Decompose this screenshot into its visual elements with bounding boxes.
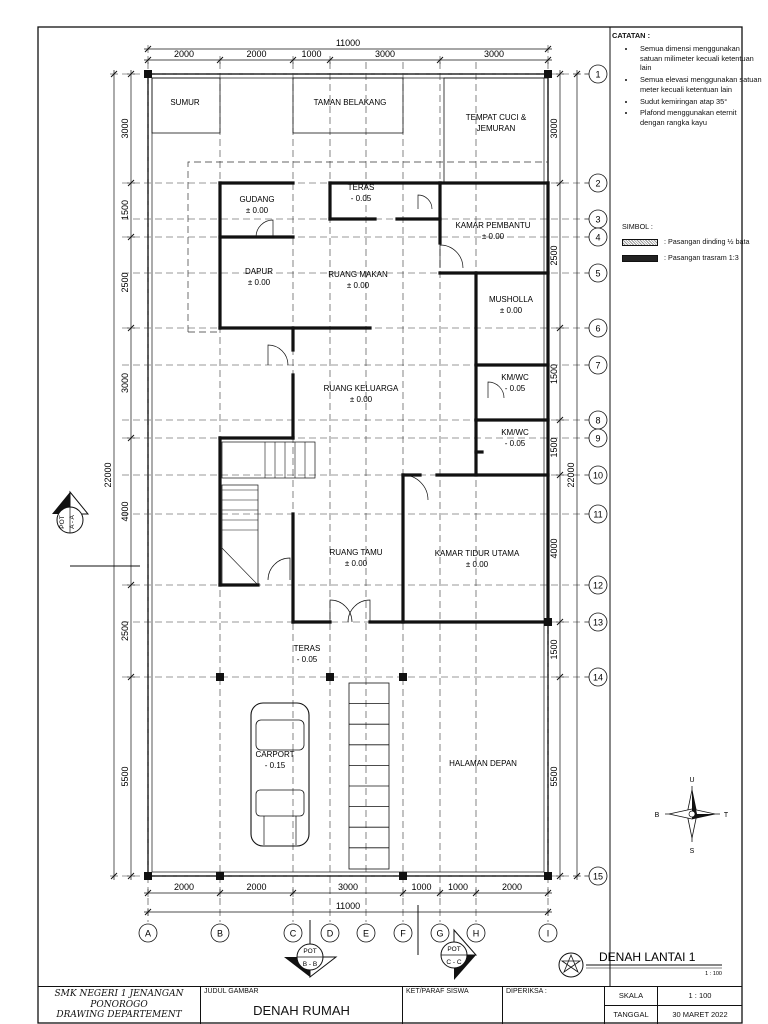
note-item: • Semua elevasi menggunakan satuan meter kecuali ketentuan lain bbox=[636, 75, 762, 95]
column bbox=[144, 70, 152, 78]
school-city: PONOROGO bbox=[90, 999, 148, 1010]
dim-text: 3000 bbox=[120, 118, 130, 139]
room-name: GUDANG bbox=[239, 195, 275, 204]
compass-east: T bbox=[723, 812, 729, 819]
stair-outline bbox=[222, 442, 315, 478]
door-swing-icon bbox=[440, 245, 463, 268]
door-swing-icon bbox=[268, 558, 290, 580]
compass-south: S bbox=[689, 848, 695, 855]
column bbox=[544, 70, 552, 78]
trasram-wall-swatch bbox=[622, 255, 658, 262]
row-marker-label: 6 bbox=[595, 323, 601, 334]
dim-text: 2500 bbox=[120, 272, 130, 293]
section-c-bottom: C - C bbox=[446, 959, 462, 966]
skala-label: SKALA bbox=[618, 991, 644, 1000]
half-brick-wall-swatch bbox=[622, 239, 658, 246]
dim-text: 1000 bbox=[447, 882, 469, 892]
room-name: SUMUR bbox=[170, 98, 200, 107]
dim-text: 5500 bbox=[549, 766, 559, 787]
parking-strip bbox=[349, 683, 389, 869]
stair-break bbox=[222, 548, 258, 585]
plan-title: DENAH LANTAI 1 bbox=[599, 950, 696, 964]
drawing-title: DENAH RUMAH bbox=[253, 1003, 350, 1018]
room-name: MUSHOLLA bbox=[488, 295, 534, 304]
dim-left-total: 22000 bbox=[103, 462, 113, 488]
room-name-line2: JEMURAN bbox=[476, 124, 516, 133]
door-swing-icon bbox=[256, 220, 273, 237]
notes-title: CATATAN : bbox=[612, 31, 651, 40]
room-level: - 0.05 bbox=[350, 194, 372, 203]
car-outline-icon bbox=[251, 703, 309, 846]
column bbox=[399, 673, 407, 681]
room-name: TERAS bbox=[293, 644, 321, 653]
dim-top-total: 11000 bbox=[335, 38, 361, 48]
row-marker-label: 12 bbox=[592, 580, 604, 591]
dim-text: 1500 bbox=[120, 199, 130, 221]
grid-row-markers bbox=[585, 65, 607, 885]
row-marker-label: 3 bbox=[595, 214, 601, 225]
room-level: - 0.05 bbox=[504, 384, 526, 393]
col-marker-label: C bbox=[289, 928, 297, 939]
room-level: ± 0.00 bbox=[499, 306, 523, 315]
room-name: TERAS bbox=[347, 183, 375, 192]
door-swing-icon bbox=[268, 345, 288, 365]
dim-text: 1000 bbox=[411, 882, 432, 892]
dim-text: 5500 bbox=[120, 766, 130, 787]
dim-text: 2500 bbox=[120, 620, 130, 642]
section-marker-c bbox=[418, 905, 476, 980]
dim-text: 3000 bbox=[549, 118, 559, 139]
grid-col-markers bbox=[139, 924, 557, 942]
note-item: • Semua dimensi menggunakan satuan milimeter kecuali ketentuan lain bbox=[636, 44, 762, 73]
room-level: ± 0.00 bbox=[245, 206, 269, 215]
note-item: • Sudut kemiringan atap 35° bbox=[636, 97, 762, 107]
room-name: KAMAR TIDUR UTAMA bbox=[434, 549, 520, 558]
school-cell bbox=[38, 986, 200, 1024]
dim-text: 2000 bbox=[501, 882, 523, 892]
column bbox=[544, 618, 552, 626]
tanggal-label: TANGGAL bbox=[613, 1010, 649, 1019]
school-department: DRAWING DEPARTEMENT bbox=[56, 1010, 182, 1021]
column bbox=[399, 872, 407, 880]
car-window-icon bbox=[256, 790, 304, 816]
section-b-bottom: B - B bbox=[302, 961, 318, 968]
room-level: ± 0.00 bbox=[247, 278, 271, 287]
room-name: KAMAR PEMBANTU bbox=[455, 221, 531, 230]
row-marker-label: 2 bbox=[595, 178, 601, 189]
room-level: ± 0.00 bbox=[346, 281, 370, 290]
symbol-desc: : Pasangan dinding ½ bata bbox=[664, 237, 750, 246]
section-c-top: POT bbox=[447, 946, 461, 953]
skala-value: 1 : 100 bbox=[688, 991, 712, 1000]
col-marker-label: I bbox=[546, 928, 550, 939]
row-marker-label: 8 bbox=[595, 415, 601, 426]
double-door-icon bbox=[330, 600, 370, 622]
room-name: TEMPAT CUCI & bbox=[465, 113, 527, 122]
column bbox=[326, 673, 334, 681]
dim-text: 2000 bbox=[246, 882, 267, 892]
diperiksa-cell bbox=[502, 986, 604, 1024]
car-window-icon bbox=[256, 720, 304, 750]
symbol-row bbox=[622, 253, 762, 263]
compass-west: B bbox=[654, 812, 660, 819]
dim-text: 2000 bbox=[173, 49, 195, 59]
dim-text: 4000 bbox=[120, 501, 130, 522]
diperiksa-label: DIPERIKSA : bbox=[506, 988, 547, 995]
note-item: • Plafond menggunakan eternit dengan rangka kayu bbox=[636, 108, 762, 128]
row-marker-label: 11 bbox=[593, 509, 603, 520]
notes-list bbox=[612, 44, 762, 128]
dim-text: 1500 bbox=[549, 363, 559, 385]
room-name: KM/WC bbox=[501, 373, 529, 382]
col-marker-label: F bbox=[400, 928, 406, 939]
dim-text: 3000 bbox=[120, 372, 130, 394]
school-name: SMK NEGERI 1 JENANGAN bbox=[54, 989, 184, 999]
judul-cell bbox=[200, 986, 402, 1024]
plan-scale: 1 : 100 bbox=[705, 971, 722, 977]
room-labels bbox=[170, 98, 533, 770]
col-marker-label: B bbox=[216, 928, 224, 939]
row-marker-label: 15 bbox=[592, 871, 604, 882]
tanggal-value: 30 MARET 2022 bbox=[672, 1010, 728, 1019]
section-a-top: POT bbox=[59, 515, 66, 529]
row-marker-label: 10 bbox=[592, 470, 604, 481]
dim-text: 2500 bbox=[549, 245, 559, 266]
symbols-title: SIMBOL : bbox=[622, 222, 653, 231]
room-level: ± 0.00 bbox=[481, 232, 505, 241]
dim-bottom-total: 11000 bbox=[335, 901, 361, 911]
room-level: ± 0.00 bbox=[344, 559, 368, 568]
col-marker-label: D bbox=[326, 928, 334, 939]
scale-date-cell bbox=[604, 986, 742, 1024]
column bbox=[216, 872, 224, 880]
room-name: CARPORT bbox=[255, 750, 295, 759]
dim-text: 3000 bbox=[483, 49, 505, 59]
dim-text: 1500 bbox=[549, 437, 559, 458]
notes-panel bbox=[612, 31, 762, 130]
section-a-bottom: A - A bbox=[69, 515, 76, 529]
room-name: DAPUR bbox=[244, 267, 274, 276]
col-marker-label: E bbox=[362, 928, 370, 939]
room-name: RUANG MAKAN bbox=[328, 270, 388, 279]
symbol-row bbox=[622, 237, 762, 247]
row-marker-label: 14 bbox=[592, 672, 604, 683]
dim-text: 3000 bbox=[337, 882, 359, 892]
room-name: RUANG TAMU bbox=[329, 548, 383, 557]
dim-text: 3000 bbox=[374, 49, 396, 59]
room-name: HALAMAN DEPAN bbox=[449, 759, 517, 768]
judul-label: JUDUL GAMBAR bbox=[204, 988, 259, 995]
room-name: KM/WC bbox=[501, 428, 529, 437]
sheet-border bbox=[38, 27, 742, 1023]
dim-text: 1000 bbox=[301, 49, 322, 59]
compass-north: U bbox=[689, 777, 695, 784]
room-level: - 0.05 bbox=[504, 439, 526, 448]
row-marker-label: 4 bbox=[595, 232, 601, 243]
ket-cell bbox=[402, 986, 502, 1024]
section-b-top: POT bbox=[303, 948, 317, 955]
room-name: RUANG KELUARGA bbox=[323, 384, 399, 393]
room-level: ± 0.00 bbox=[349, 395, 373, 404]
row-marker-label: 1 bbox=[595, 69, 601, 80]
title-block bbox=[38, 986, 742, 1024]
door-swing-icon bbox=[403, 475, 428, 500]
door-swing-icon bbox=[418, 195, 432, 209]
room-level: - 0.15 bbox=[264, 761, 286, 770]
door-swing-icon bbox=[488, 382, 504, 398]
dim-text: 4000 bbox=[549, 538, 559, 559]
column bbox=[144, 872, 152, 880]
row-marker-label: 13 bbox=[592, 617, 604, 628]
row-marker-label: 9 bbox=[595, 433, 601, 444]
dim-right-total: 22000 bbox=[566, 462, 576, 488]
col-marker-label: G bbox=[436, 928, 444, 939]
dimension-lines bbox=[103, 38, 581, 916]
room-level: - 0.05 bbox=[296, 655, 318, 664]
row-marker-label: 7 bbox=[595, 360, 601, 371]
room-name: TAMAN BELAKANG bbox=[313, 98, 387, 107]
ket-label: KET/PARAF SISWA bbox=[406, 988, 469, 995]
column bbox=[216, 673, 224, 681]
symbols-legend bbox=[622, 222, 762, 268]
compass-icon bbox=[655, 777, 729, 855]
col-marker-label: H bbox=[472, 928, 480, 939]
plan-title-block bbox=[559, 950, 722, 977]
dim-text: 2000 bbox=[173, 882, 195, 892]
col-marker-label: A bbox=[144, 928, 152, 939]
dim-text: 2000 bbox=[246, 49, 267, 59]
symbol-desc: : Pasangan trasram 1:3 bbox=[664, 252, 739, 262]
room-level: ± 0.00 bbox=[465, 560, 489, 569]
column bbox=[544, 872, 552, 880]
dim-text: 1500 bbox=[549, 639, 559, 660]
row-marker-label: 5 bbox=[595, 268, 601, 279]
